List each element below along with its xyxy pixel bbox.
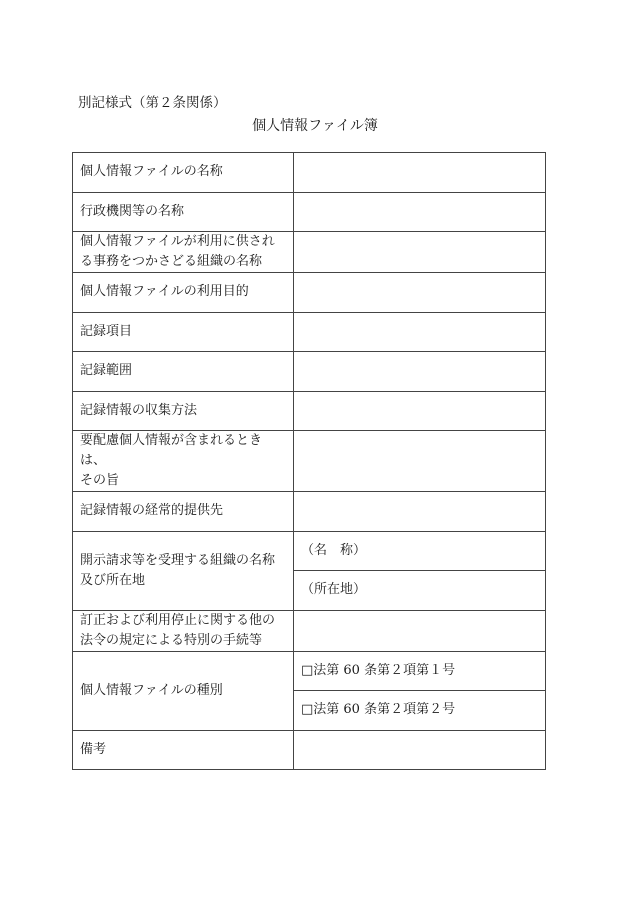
value-cell-special-procedures[interactable] [294, 610, 546, 651]
table-row [73, 273, 546, 313]
value-cell-agency-name[interactable] [294, 192, 546, 232]
label-cell-regular-recipients: 記録情報の経常的提供先 [73, 492, 294, 532]
value-cell-purpose[interactable] [294, 273, 546, 313]
form-header-label: 別記様式（第２条関係） [78, 95, 227, 111]
personal-info-file-register-table [72, 152, 546, 770]
value-cell-file-name[interactable] [294, 153, 546, 193]
table-row [73, 730, 546, 770]
value-cell-organization-name[interactable]: （名 称） [294, 531, 546, 571]
label-cell-purpose: 個人情報ファイルの利用目的 [73, 273, 294, 313]
label-cell-remarks: 備考 [73, 730, 294, 770]
value-cell-regular-recipients[interactable] [294, 492, 546, 532]
value-cell-responsible-organization[interactable] [294, 232, 546, 273]
file-type-option-item-2[interactable]: □法第 60 条第２項第２号 [294, 691, 546, 731]
table-row [73, 431, 546, 492]
label-cell-sensitive-info: 要配慮個人情報が含まれるときは、 その旨 [73, 431, 294, 492]
file-type-option-item-1[interactable]: □法第 60 条第２項第１号 [294, 651, 546, 691]
label-cell-disclosure-organization: 開示請求等を受理する組織の名称 及び所在地 [73, 531, 294, 610]
label-cell-file-name: 個人情報ファイルの名称 [73, 153, 294, 193]
document-title: 個人情報ファイル簿 [252, 118, 378, 134]
value-cell-sensitive-info[interactable] [294, 431, 546, 492]
label-cell-record-items: 記録項目 [73, 312, 294, 352]
table-row [73, 651, 546, 691]
value-cell-organization-address[interactable]: （所在地） [294, 571, 546, 611]
value-cell-remarks[interactable] [294, 730, 546, 770]
table-row [73, 153, 546, 193]
value-cell-record-items[interactable] [294, 312, 546, 352]
value-cell-collection-method[interactable] [294, 391, 546, 431]
table-row [73, 312, 546, 352]
value-cell-record-scope[interactable] [294, 352, 546, 392]
table-row [73, 192, 546, 232]
label-cell-file-type: 個人情報ファイルの種別 [73, 651, 294, 730]
table-row [73, 531, 546, 571]
table-row [73, 232, 546, 273]
table-row [73, 492, 546, 532]
label-cell-agency-name: 行政機関等の名称 [73, 192, 294, 232]
label-cell-special-procedures: 訂正および利用停止に関する他の 法令の規定による特別の手続等 [73, 610, 294, 651]
label-cell-record-scope: 記録範囲 [73, 352, 294, 392]
table-row [73, 352, 546, 392]
table-row [73, 391, 546, 431]
table-row [73, 610, 546, 651]
label-cell-responsible-organization: 個人情報ファイルが利用に供され る事務をつかさどる組織の名称 [73, 232, 294, 273]
label-cell-collection-method: 記録情報の収集方法 [73, 391, 294, 431]
